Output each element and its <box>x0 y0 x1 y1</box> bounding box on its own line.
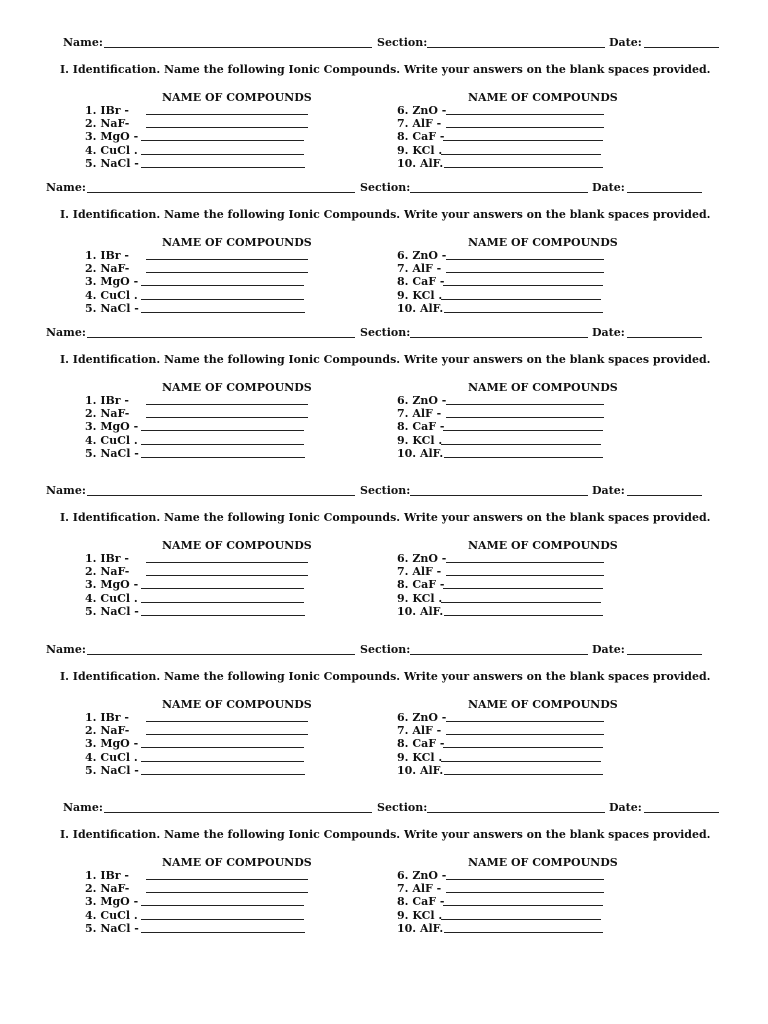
compound-item <box>85 751 138 764</box>
compound-item <box>85 447 139 460</box>
column-title-left: NAME OF COMPOUNDS <box>162 856 312 869</box>
compound-label: 4. CuCl . <box>85 750 138 764</box>
compound-label: 6. ZnO - <box>397 711 447 724</box>
compound-label: 1. IBr - <box>85 711 129 724</box>
compound-item <box>397 394 446 407</box>
compound-item <box>397 895 444 908</box>
compound-label: 5. NaCl - <box>85 604 139 618</box>
date-field[interactable] <box>627 337 702 338</box>
compound-item <box>397 578 444 591</box>
compound-item <box>397 434 442 447</box>
compound-item <box>85 407 129 420</box>
compound-label: 2. NaF- <box>85 262 130 276</box>
answer-blank[interactable] <box>146 892 308 893</box>
date-label: Date: <box>609 36 642 49</box>
name-label: Name: <box>46 326 86 339</box>
answer-blank[interactable] <box>141 430 304 431</box>
answer-blank[interactable] <box>441 919 601 920</box>
instruction-text: I. Identification. Name the following Ionic Compounds. Write your answers on the blank spaces provided. <box>60 63 711 76</box>
compound-item <box>397 724 441 737</box>
compound-item <box>85 909 138 922</box>
compound-label: 7. AlF - <box>397 882 442 896</box>
compound-label: 7. AlF - <box>397 724 442 738</box>
answer-blank[interactable] <box>441 444 601 445</box>
compound-label: 3. MgO - <box>85 420 139 434</box>
answer-blank[interactable] <box>141 615 305 616</box>
compound-item <box>85 302 139 315</box>
name-field[interactable] <box>87 337 355 338</box>
answer-blank[interactable] <box>446 114 604 115</box>
answer-blank[interactable] <box>141 905 304 906</box>
answer-blank[interactable] <box>443 747 603 748</box>
compound-label: 3. MgO - <box>85 578 139 592</box>
answer-blank[interactable] <box>441 602 601 603</box>
compound-item <box>397 117 441 130</box>
answer-blank[interactable] <box>146 404 308 405</box>
compound-label: 8. CaF - <box>397 895 445 909</box>
date-field[interactable] <box>627 654 702 655</box>
answer-blank[interactable] <box>446 734 604 735</box>
answer-blank[interactable] <box>446 272 604 273</box>
date-label: Date: <box>609 801 642 814</box>
header-row <box>0 484 768 500</box>
compound-item <box>85 420 138 433</box>
answer-blank[interactable] <box>141 919 304 920</box>
header-row <box>0 326 768 342</box>
answer-blank[interactable] <box>146 734 308 735</box>
compound-item <box>85 578 138 591</box>
compound-label: 10. AlF. <box>397 301 444 315</box>
answer-blank[interactable] <box>146 114 308 115</box>
name-field[interactable] <box>87 192 355 193</box>
compound-item <box>85 552 129 565</box>
compound-label: 2. NaF- <box>85 882 130 896</box>
column-title-left: NAME OF COMPOUNDS <box>162 381 312 394</box>
compound-item <box>85 275 138 288</box>
compound-item <box>397 882 441 895</box>
compound-item <box>397 302 443 315</box>
answer-blank[interactable] <box>446 575 604 576</box>
answer-blank[interactable] <box>141 167 305 168</box>
header-row <box>0 36 768 52</box>
answer-blank[interactable] <box>446 259 604 260</box>
compound-item <box>85 869 129 882</box>
answer-blank[interactable] <box>141 285 304 286</box>
section-label: Section: <box>377 801 428 814</box>
compound-item <box>397 130 444 143</box>
name-label: Name: <box>63 801 103 814</box>
answer-blank[interactable] <box>141 140 304 141</box>
compound-item <box>85 157 139 170</box>
section-field[interactable] <box>410 654 588 655</box>
answer-blank[interactable] <box>146 721 308 722</box>
column-title-right: NAME OF COMPOUNDS <box>468 856 618 869</box>
date-label: Date: <box>592 643 625 656</box>
compound-item <box>85 922 139 935</box>
compound-item <box>397 909 442 922</box>
compound-label: 3. MgO - <box>85 275 139 289</box>
compound-label: 1. IBr - <box>85 104 129 117</box>
answer-blank[interactable] <box>446 404 604 405</box>
answer-blank[interactable] <box>146 127 308 128</box>
answer-blank[interactable] <box>446 879 604 880</box>
answer-blank[interactable] <box>446 562 604 563</box>
compound-item <box>85 144 138 157</box>
answer-blank[interactable] <box>146 575 308 576</box>
compound-label: 9. KCl . <box>397 591 443 605</box>
compound-label: 7. AlF - <box>397 407 442 421</box>
compound-item <box>397 751 442 764</box>
column-title-right: NAME OF COMPOUNDS <box>468 236 618 249</box>
answer-blank[interactable] <box>444 774 603 775</box>
date-label: Date: <box>592 181 625 194</box>
name-field[interactable] <box>104 47 372 48</box>
answer-blank[interactable] <box>446 417 604 418</box>
compound-item <box>397 605 443 618</box>
answer-blank[interactable] <box>441 299 601 300</box>
name-field[interactable] <box>87 495 355 496</box>
compound-label: 1. IBr - <box>85 869 129 882</box>
answer-blank[interactable] <box>443 905 603 906</box>
instruction-text: I. Identification. Name the following Ionic Compounds. Write your answers on the blank spaces provided. <box>60 670 711 683</box>
compound-item <box>85 289 138 302</box>
compound-label: 1. IBr - <box>85 249 129 262</box>
compound-label: 9. KCl . <box>397 908 443 922</box>
compound-item <box>85 394 129 407</box>
column-title-right: NAME OF COMPOUNDS <box>468 381 618 394</box>
compound-item <box>397 407 441 420</box>
date-label: Date: <box>592 326 625 339</box>
compound-label: 4. CuCl . <box>85 288 138 302</box>
column-title-left: NAME OF COMPOUNDS <box>162 539 312 552</box>
compound-item <box>397 592 442 605</box>
compound-label: 2. NaF- <box>85 407 130 421</box>
compound-label: 5. NaCl - <box>85 921 139 935</box>
answer-blank[interactable] <box>141 299 304 300</box>
compound-label: 6. ZnO - <box>397 249 447 262</box>
name-label: Name: <box>46 181 86 194</box>
date-field[interactable] <box>627 495 702 496</box>
section-field[interactable] <box>410 337 588 338</box>
compound-label: 7. AlF - <box>397 262 442 276</box>
column-title-left: NAME OF COMPOUNDS <box>162 236 312 249</box>
date-field[interactable] <box>644 47 719 48</box>
compound-item <box>85 711 129 724</box>
answer-blank[interactable] <box>141 154 304 155</box>
column-title-left: NAME OF COMPOUNDS <box>162 91 312 104</box>
answer-blank[interactable] <box>141 761 304 762</box>
answer-blank[interactable] <box>446 892 604 893</box>
answer-blank[interactable] <box>146 272 308 273</box>
worksheet-block <box>0 326 768 486</box>
compound-label: 5. NaCl - <box>85 301 139 315</box>
compound-label: 4. CuCl . <box>85 433 138 447</box>
compound-item <box>397 552 446 565</box>
section-label: Section: <box>360 181 411 194</box>
header-row <box>0 643 768 659</box>
compound-item <box>397 104 446 117</box>
answer-blank[interactable] <box>446 721 604 722</box>
answer-blank[interactable] <box>441 761 601 762</box>
compound-label: 4. CuCl . <box>85 143 138 157</box>
compound-item <box>397 922 443 935</box>
compound-label: 7. AlF - <box>397 117 442 131</box>
compound-label: 10. AlF. <box>397 446 444 460</box>
section-label: Section: <box>360 484 411 497</box>
worksheet-block <box>0 484 768 644</box>
section-label: Section: <box>360 326 411 339</box>
section-field[interactable] <box>427 47 605 48</box>
compound-label: 3. MgO - <box>85 895 139 909</box>
answer-blank[interactable] <box>141 747 304 748</box>
name-field[interactable] <box>87 654 355 655</box>
compound-label: 6. ZnO - <box>397 869 447 882</box>
compound-label: 9. KCl . <box>397 750 443 764</box>
column-title-right: NAME OF COMPOUNDS <box>468 91 618 104</box>
compound-item <box>85 130 138 143</box>
compound-label: 10. AlF. <box>397 763 444 777</box>
compound-item <box>85 724 129 737</box>
worksheet-block <box>0 643 768 803</box>
compound-label: 8. CaF - <box>397 578 445 592</box>
section-field[interactable] <box>410 192 588 193</box>
answer-blank[interactable] <box>444 932 603 933</box>
compound-label: 7. AlF - <box>397 565 442 579</box>
section-field[interactable] <box>410 495 588 496</box>
compound-item <box>85 104 129 117</box>
compound-item <box>85 249 129 262</box>
answer-blank[interactable] <box>146 879 308 880</box>
compound-item <box>85 605 139 618</box>
compound-item <box>397 249 446 262</box>
compound-item <box>397 764 443 777</box>
date-field[interactable] <box>627 192 702 193</box>
answer-blank[interactable] <box>141 457 305 458</box>
answer-blank[interactable] <box>146 417 308 418</box>
header-row <box>0 801 768 817</box>
compound-label: 8. CaF - <box>397 275 445 289</box>
compound-label: 10. AlF. <box>397 604 444 618</box>
compound-label: 6. ZnO - <box>397 394 447 407</box>
name-label: Name: <box>46 643 86 656</box>
worksheet-block <box>0 36 768 196</box>
answer-blank[interactable] <box>141 444 304 445</box>
compound-item <box>85 262 129 275</box>
instruction-text: I. Identification. Name the following Ionic Compounds. Write your answers on the blank spaces provided. <box>60 208 711 221</box>
instruction-text: I. Identification. Name the following Ionic Compounds. Write your answers on the blank spaces provided. <box>60 353 711 366</box>
compound-label: 8. CaF - <box>397 420 445 434</box>
compound-label: 5. NaCl - <box>85 763 139 777</box>
answer-blank[interactable] <box>146 259 308 260</box>
compound-label: 6. ZnO - <box>397 552 447 565</box>
worksheet-block <box>0 801 768 961</box>
answer-blank[interactable] <box>444 615 603 616</box>
answer-blank[interactable] <box>141 774 305 775</box>
compound-label: 4. CuCl . <box>85 591 138 605</box>
compound-label: 9. KCl . <box>397 433 443 447</box>
compound-item <box>85 565 129 578</box>
answer-blank[interactable] <box>444 312 603 313</box>
compound-label: 5. NaCl - <box>85 156 139 170</box>
compound-label: 2. NaF- <box>85 565 130 579</box>
compound-item <box>397 144 442 157</box>
answer-blank[interactable] <box>141 588 304 589</box>
compound-item <box>397 711 446 724</box>
compound-label: 1. IBr - <box>85 552 129 565</box>
compound-item <box>85 117 129 130</box>
name-field[interactable] <box>104 812 372 813</box>
answer-blank[interactable] <box>446 127 604 128</box>
compound-item <box>397 447 443 460</box>
compound-item <box>397 275 444 288</box>
compound-item <box>85 882 129 895</box>
compound-item <box>85 895 138 908</box>
compound-label: 6. ZnO - <box>397 104 447 117</box>
answer-blank[interactable] <box>441 154 601 155</box>
column-title-right: NAME OF COMPOUNDS <box>468 539 618 552</box>
date-label: Date: <box>592 484 625 497</box>
compound-item <box>85 592 138 605</box>
compound-label: 8. CaF - <box>397 130 445 144</box>
compound-item <box>397 565 441 578</box>
compound-label: 5. NaCl - <box>85 446 139 460</box>
compound-label: 4. CuCl . <box>85 908 138 922</box>
name-label: Name: <box>63 36 103 49</box>
instruction-text: I. Identification. Name the following Ionic Compounds. Write your answers on the blank spaces provided. <box>60 828 711 841</box>
answer-blank[interactable] <box>141 932 305 933</box>
compound-item <box>85 434 138 447</box>
compound-item <box>397 420 444 433</box>
compound-label: 9. KCl . <box>397 143 443 157</box>
compound-item <box>397 157 443 170</box>
compound-label: 3. MgO - <box>85 737 139 751</box>
compound-label: 8. CaF - <box>397 737 445 751</box>
compound-item <box>85 737 138 750</box>
answer-blank[interactable] <box>443 285 603 286</box>
compound-item <box>397 737 444 750</box>
compound-item <box>85 764 139 777</box>
compound-label: 2. NaF- <box>85 724 130 738</box>
answer-blank[interactable] <box>444 167 603 168</box>
compound-item <box>397 289 442 302</box>
section-field[interactable] <box>427 812 605 813</box>
compound-label: 2. NaF- <box>85 117 130 131</box>
answer-blank[interactable] <box>443 140 603 141</box>
compound-label: 10. AlF. <box>397 156 444 170</box>
compound-label: 3. MgO - <box>85 130 139 144</box>
worksheet-block <box>0 181 768 341</box>
compound-label: 1. IBr - <box>85 394 129 407</box>
section-label: Section: <box>377 36 428 49</box>
column-title-left: NAME OF COMPOUNDS <box>162 698 312 711</box>
name-label: Name: <box>46 484 86 497</box>
answer-blank[interactable] <box>444 457 603 458</box>
answer-blank[interactable] <box>443 588 603 589</box>
date-field[interactable] <box>644 812 719 813</box>
answer-blank[interactable] <box>146 562 308 563</box>
compound-item <box>397 262 441 275</box>
answer-blank[interactable] <box>443 430 603 431</box>
compound-item <box>397 869 446 882</box>
section-label: Section: <box>360 643 411 656</box>
compound-label: 9. KCl . <box>397 288 443 302</box>
header-row <box>0 181 768 197</box>
answer-blank[interactable] <box>141 602 304 603</box>
instruction-text: I. Identification. Name the following Ionic Compounds. Write your answers on the blank spaces provided. <box>60 511 711 524</box>
answer-blank[interactable] <box>141 312 305 313</box>
column-title-right: NAME OF COMPOUNDS <box>468 698 618 711</box>
compound-label: 10. AlF. <box>397 921 444 935</box>
